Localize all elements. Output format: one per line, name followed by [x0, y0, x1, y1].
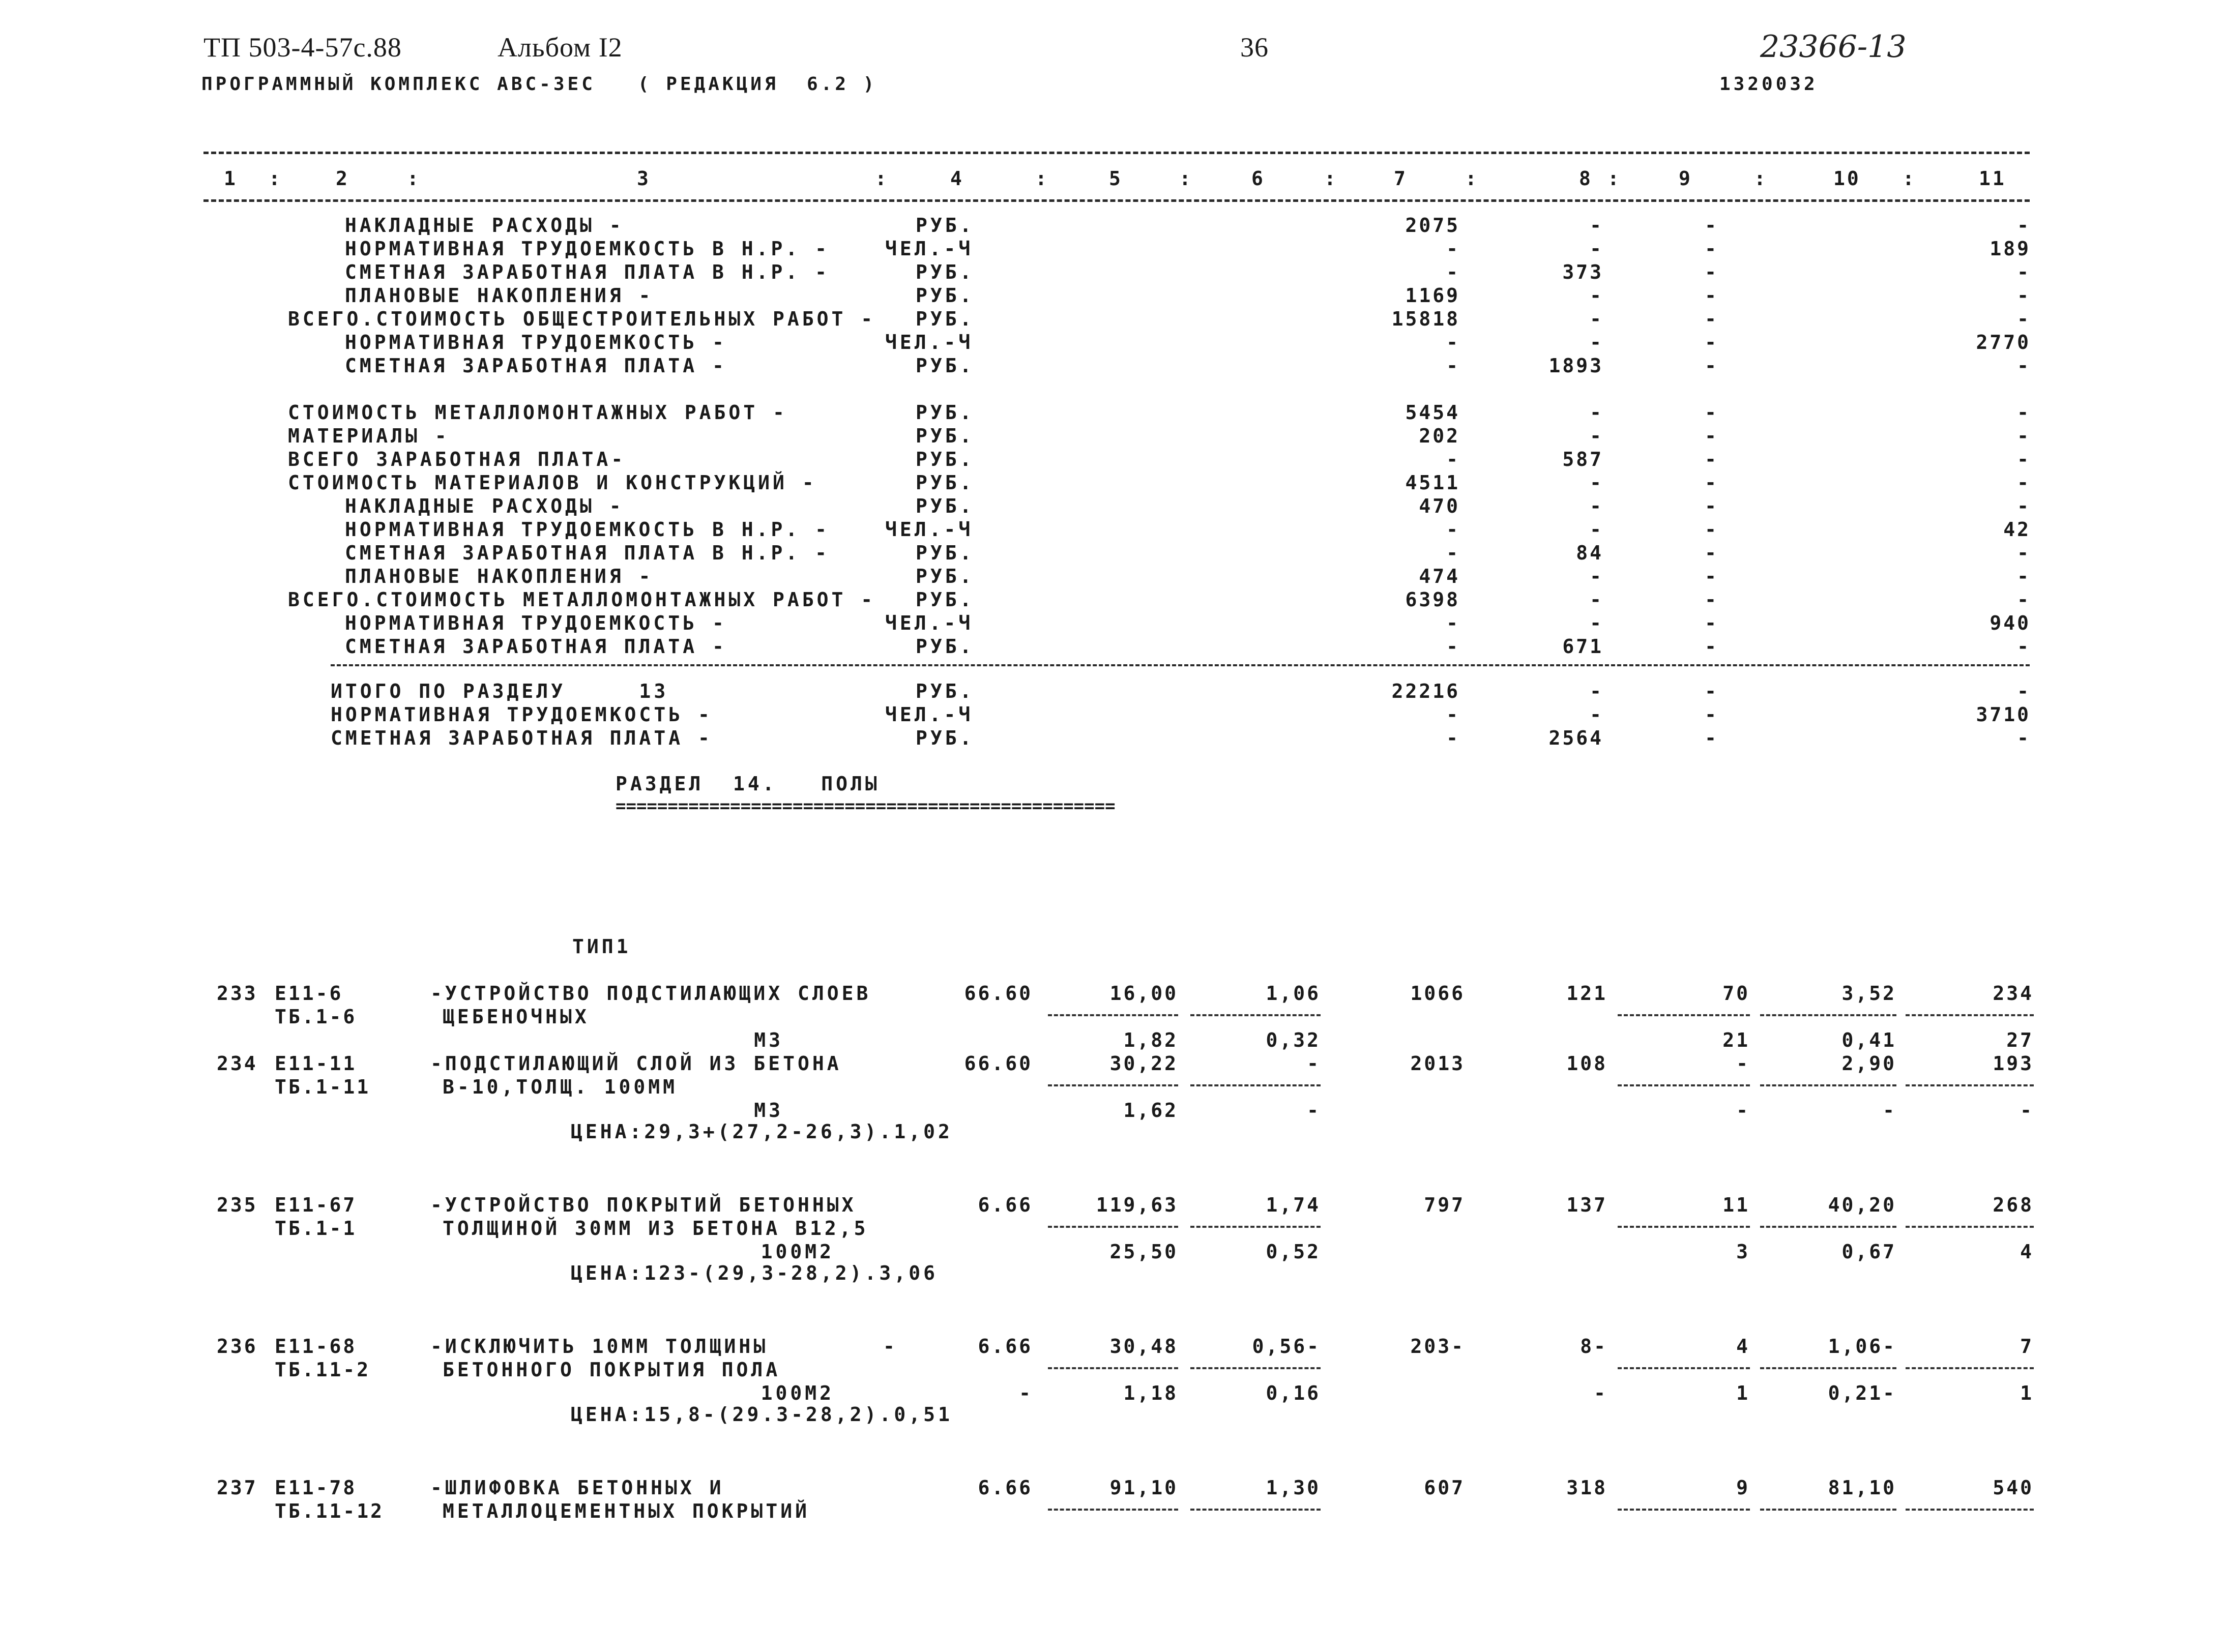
- summary-row-c9: -: [1705, 261, 1718, 283]
- column-header-9: 9: [1679, 167, 1692, 190]
- summary-row-label: НАКЛАДНЫЕ РАСХОДЫ -: [345, 214, 624, 237]
- summary-row-c7: 5454: [1405, 401, 1460, 424]
- item-subtotal-rule: [1906, 1226, 2034, 1228]
- code-number: 1320032: [1719, 74, 1818, 95]
- totals-row-c11: 3710: [1976, 703, 2031, 726]
- item-number: 237: [217, 1477, 258, 1499]
- summary-row-c8: 587: [1562, 448, 1603, 470]
- summary-row-c8: -: [1590, 495, 1603, 517]
- totals-row-c8: 2564: [1548, 727, 1603, 749]
- totals-row-unit: ЧЕЛ.-Ч: [885, 703, 974, 726]
- item-subtotal-rule: [1906, 1367, 2034, 1369]
- summary-row-c7: 15818: [1391, 308, 1460, 330]
- summary-row-c8: -: [1590, 518, 1603, 541]
- item-number: 235: [217, 1194, 258, 1216]
- item-c6: 0,56-: [1252, 1335, 1321, 1358]
- totals-row-c7: -: [1446, 703, 1460, 726]
- type-label: ТИП1: [572, 935, 631, 958]
- summary-row-c8: -: [1590, 471, 1603, 494]
- totals-row-unit: РУБ.: [916, 680, 975, 702]
- item-sub-c10: 0,67: [1841, 1241, 1896, 1263]
- item-c10: 3,52: [1841, 982, 1896, 1005]
- item-sub-c10: 0,41: [1841, 1029, 1896, 1051]
- summary-row-label: НОРМАТИВНАЯ ТРУДОЕМКОСТЬ -: [345, 612, 727, 634]
- item-c9: -: [1736, 1052, 1750, 1075]
- item-table-ref: ТБ.11-12: [275, 1500, 385, 1522]
- summary-row-c8: 84: [1576, 542, 1603, 564]
- table-top-rule: [203, 152, 2030, 154]
- summary-row-c11: -: [2017, 401, 2031, 424]
- summary-row-unit: РУБ.: [916, 495, 975, 517]
- column-header-8: 8: [1579, 167, 1593, 190]
- summary-row-c11: 2770: [1976, 331, 2031, 353]
- summary-row-label: СМЕТНАЯ ЗАРАБОТНАЯ ПЛАТА -: [345, 355, 727, 377]
- item-c11: 234: [1993, 982, 2034, 1005]
- column-separator: :: [269, 167, 282, 190]
- summary-row-c11: -: [2017, 542, 2031, 564]
- item-c5: 30,48: [1109, 1335, 1178, 1358]
- item-unit: 100М2: [760, 1382, 834, 1404]
- item-subtotal-rule: [1760, 1226, 1896, 1228]
- totals-row-c11: -: [2017, 680, 2031, 702]
- summary-row-c8: -: [1590, 331, 1603, 353]
- summary-row-c9: -: [1705, 495, 1718, 517]
- summary-row-unit: РУБ.: [916, 284, 975, 307]
- totals-row-c9: -: [1705, 727, 1718, 749]
- totals-row-c7: -: [1446, 727, 1460, 749]
- column-separator: :: [1324, 167, 1338, 190]
- item-c11: 7: [2020, 1335, 2034, 1358]
- summary-row-c11: -: [2017, 495, 2031, 517]
- totals-row-c8: -: [1590, 680, 1603, 702]
- section-underline: ================================================: [616, 796, 1116, 816]
- summary-row-c8: -: [1590, 238, 1603, 260]
- item-c10: 40,20: [1828, 1194, 1896, 1216]
- item-sub-c11: -: [2020, 1099, 2034, 1122]
- summary-row-c8: 1893: [1548, 355, 1603, 377]
- item-c4: 6.66: [978, 1477, 1033, 1499]
- summary-row-c11: -: [2017, 471, 2031, 494]
- item-subtotal-rule: [1760, 1084, 1896, 1086]
- summary-row-c11: -: [2017, 425, 2031, 447]
- item-subtotal-rule: [1190, 1226, 1321, 1228]
- summary-row-c7: -: [1446, 355, 1460, 377]
- table-header-bottom-rule: [203, 199, 2030, 202]
- item-subtotal-rule: [1760, 1367, 1896, 1369]
- summary-row-c7: -: [1446, 261, 1460, 283]
- summary-row-c8: -: [1590, 425, 1603, 447]
- totals-row-label: СМЕТНАЯ ЗАРАБОТНАЯ ПЛАТА -: [331, 727, 713, 749]
- totals-row-c8: -: [1590, 703, 1603, 726]
- item-sub-c9: 1: [1736, 1382, 1750, 1404]
- summary-row-label: НАКЛАДНЫЕ РАСХОДЫ -: [345, 495, 624, 517]
- summary-row-c9: -: [1705, 308, 1718, 330]
- summary-row-label: МАТЕРИАЛЫ -: [288, 425, 450, 447]
- item-subtotal-rule: [1190, 1014, 1321, 1016]
- item-number: 234: [217, 1052, 258, 1075]
- section-title: РАЗДЕЛ 14. ПОЛЫ: [616, 773, 880, 795]
- item-sub-c6: 0,16: [1266, 1382, 1321, 1404]
- item-c5: 119,63: [1096, 1194, 1178, 1216]
- item-c7: 203-: [1410, 1335, 1465, 1358]
- item-unit: 100М2: [760, 1241, 834, 1263]
- item-subtotal-rule: [1618, 1014, 1750, 1016]
- item-c4: 6.66: [978, 1335, 1033, 1358]
- item-code: Е11-6: [275, 982, 343, 1005]
- summary-row-unit: РУБ.: [916, 401, 975, 424]
- item-subtotal-rule: [1048, 1084, 1178, 1086]
- column-header-7: 7: [1394, 167, 1408, 190]
- summary-row-c9: -: [1705, 588, 1718, 611]
- item-subtotal-rule: [1190, 1367, 1321, 1369]
- item-description-cont: В-10,ТОЛЩ. 100ММ: [443, 1076, 678, 1098]
- item-unit: М3: [754, 1099, 783, 1122]
- summary-row-c11: 42: [2003, 518, 2031, 541]
- item-sub-c9: 3: [1736, 1241, 1750, 1263]
- summary-row-c9: -: [1705, 355, 1718, 377]
- summary-row-c8: -: [1590, 612, 1603, 634]
- summary-row-unit: РУБ.: [916, 588, 975, 611]
- item-number: 236: [217, 1335, 258, 1358]
- item-sub-c9: 21: [1722, 1029, 1750, 1051]
- item-subtotal-rule: [1906, 1084, 2034, 1086]
- column-separator: :: [407, 167, 421, 190]
- summary-row-c7: -: [1446, 612, 1460, 634]
- item-subtotal-rule: [1048, 1509, 1178, 1511]
- summary-row-c8: -: [1590, 588, 1603, 611]
- totals-rule: [331, 664, 2030, 666]
- summary-row-c11: -: [2017, 355, 2031, 377]
- item-code: Е11-78: [275, 1477, 357, 1499]
- column-header-1: 1: [224, 167, 238, 190]
- summary-row-c9: -: [1705, 565, 1718, 587]
- summary-row-unit: РУБ.: [916, 355, 975, 377]
- item-c8: 108: [1566, 1052, 1607, 1075]
- summary-row-c8: -: [1590, 284, 1603, 307]
- item-c4: 6.66: [978, 1194, 1033, 1216]
- summary-row-unit: РУБ.: [916, 565, 975, 587]
- item-code: Е11-68: [275, 1335, 357, 1358]
- item-c7: 797: [1424, 1194, 1465, 1216]
- item-description-cont: ЩЕБЕНОЧНЫХ: [443, 1006, 590, 1028]
- item-subtotal-rule: [1618, 1509, 1750, 1511]
- summary-row-c7: 6398: [1405, 588, 1460, 611]
- summary-row-c11: -: [2017, 588, 2031, 611]
- item-sub-c5: 1,18: [1123, 1382, 1178, 1404]
- summary-row-label: ВСЕГО.СТОИМОСТЬ МЕТАЛЛОМОНТАЖНЫХ РАБОТ -: [288, 588, 876, 611]
- item-c11: 193: [1993, 1052, 2034, 1075]
- item-sub-c4: -: [1019, 1382, 1033, 1404]
- item-subtotal-rule: [1048, 1367, 1178, 1369]
- item-subtotal-rule: [1760, 1014, 1896, 1016]
- item-table-ref: ТБ.1-11: [275, 1076, 371, 1098]
- item-c8: 137: [1566, 1194, 1607, 1216]
- summary-row-unit: РУБ.: [916, 425, 975, 447]
- item-c7: 607: [1424, 1477, 1465, 1499]
- summary-row-c11: -: [2017, 214, 2031, 237]
- summary-row-c7: 1169: [1405, 284, 1460, 307]
- summary-row-c9: -: [1705, 635, 1718, 658]
- summary-row-c7: -: [1446, 518, 1460, 541]
- item-c9: 4: [1736, 1335, 1750, 1358]
- summary-row-c11: 940: [1990, 612, 2031, 634]
- summary-row-label: ВСЕГО.СТОИМОСТЬ ОБЩЕСТРОИТЕЛЬНЫХ РАБОТ -: [288, 308, 876, 330]
- item-c7: 1066: [1410, 982, 1465, 1005]
- item-c5: 91,10: [1109, 1477, 1178, 1499]
- summary-row-unit: РУБ.: [916, 471, 975, 494]
- summary-row-c9: -: [1705, 425, 1718, 447]
- item-c10: 81,10: [1828, 1477, 1896, 1499]
- summary-row-label: ПЛАНОВЫЕ НАКОПЛЕНИЯ -: [345, 284, 654, 307]
- item-description-cont: ТОЛЩИНОЙ 30ММ ИЗ БЕТОНА В12,5: [443, 1217, 869, 1240]
- item-subtotal-rule: [1906, 1014, 2034, 1016]
- summary-row-c8: -: [1590, 214, 1603, 237]
- totals-row-c9: -: [1705, 680, 1718, 702]
- totals-row-label: ИТОГО ПО РАЗДЕЛУ 13: [331, 680, 669, 702]
- summary-row-c7: 2075: [1405, 214, 1460, 237]
- summary-row-c7: 202: [1419, 425, 1460, 447]
- item-c5: 30,22: [1109, 1052, 1178, 1075]
- summary-row-c11: 189: [1990, 238, 2031, 260]
- item-c11: 268: [1993, 1194, 2034, 1216]
- item-table-ref: ТБ.1-6: [275, 1006, 357, 1028]
- item-c8: 8-: [1580, 1335, 1607, 1358]
- summary-row-c9: -: [1705, 331, 1718, 353]
- item-subtotal-rule: [1618, 1226, 1750, 1228]
- item-sub-c11: 1: [2020, 1382, 2034, 1404]
- item-c7: 2013: [1410, 1052, 1465, 1075]
- summary-row-label: НОРМАТИВНАЯ ТРУДОЕМКОСТЬ В Н.Р. -: [345, 518, 830, 541]
- summary-row-c9: -: [1705, 542, 1718, 564]
- summary-row-c9: -: [1705, 238, 1718, 260]
- summary-row-unit: РУБ.: [916, 542, 975, 564]
- totals-row-c11: -: [2017, 727, 2031, 749]
- summary-row-c9: -: [1705, 612, 1718, 634]
- album-label: Альбом I2: [498, 32, 623, 63]
- column-header-6: 6: [1251, 167, 1265, 190]
- column-separator: :: [1607, 167, 1621, 190]
- column-separator: :: [1903, 167, 1916, 190]
- item-unit: М3: [754, 1029, 783, 1051]
- column-separator: :: [875, 167, 889, 190]
- item-subtotal-rule: [1190, 1509, 1321, 1511]
- summary-row-c8: -: [1590, 308, 1603, 330]
- summary-row-c11: -: [2017, 448, 2031, 470]
- summary-row-label: ПЛАНОВЫЕ НАКОПЛЕНИЯ -: [345, 565, 654, 587]
- item-c6: 1,06: [1266, 982, 1321, 1005]
- column-separator: :: [1035, 167, 1049, 190]
- summary-row-unit: РУБ.: [916, 214, 975, 237]
- totals-row-c7: 22216: [1391, 680, 1460, 702]
- column-header-2: 2: [336, 167, 349, 190]
- item-sub-c10: 0,21-: [1828, 1382, 1896, 1404]
- item-sub-c5: 1,62: [1123, 1099, 1178, 1122]
- column-header-5: 5: [1109, 167, 1123, 190]
- item-sub-c10: -: [1883, 1099, 1896, 1122]
- summary-row-unit: РУБ.: [916, 448, 975, 470]
- summary-row-c8: -: [1590, 401, 1603, 424]
- item-price-formula: ЦЕНА:123-(29,3-28,2).3,06: [571, 1262, 938, 1284]
- summary-row-c11: -: [2017, 284, 2031, 307]
- item-c6: 1,30: [1266, 1477, 1321, 1499]
- summary-row-c7: 474: [1419, 565, 1460, 587]
- item-c9: 70: [1722, 982, 1750, 1005]
- item-subtotal-rule: [1760, 1509, 1896, 1511]
- item-c10: 1,06-: [1828, 1335, 1896, 1358]
- doc-code: ТП 503-4-57с.88: [203, 32, 402, 63]
- item-c9: 9: [1736, 1477, 1750, 1499]
- item-c11: 540: [1993, 1477, 2034, 1499]
- column-separator: :: [1465, 167, 1479, 190]
- column-header-4: 4: [950, 167, 964, 190]
- page-number: 36: [1240, 32, 1269, 63]
- item-c9: 11: [1722, 1194, 1750, 1216]
- summary-row-c7: -: [1446, 635, 1460, 658]
- item-description-mark: -: [883, 1335, 898, 1358]
- item-number: 233: [217, 982, 258, 1005]
- column-header-3: 3: [637, 167, 651, 190]
- item-subtotal-rule: [1190, 1084, 1321, 1086]
- totals-row-label: НОРМАТИВНАЯ ТРУДОЕМКОСТЬ -: [331, 703, 713, 726]
- summary-row-label: СМЕТНАЯ ЗАРАБОТНАЯ ПЛАТА В Н.Р. -: [345, 542, 830, 564]
- column-separator: :: [1754, 167, 1768, 190]
- summary-row-label: СТОИМОСТЬ МЕТАЛЛОМОНТАЖНЫХ РАБОТ -: [288, 401, 787, 424]
- summary-row-c9: -: [1705, 214, 1718, 237]
- program-line: ПРОГРАММНЫЙ КОМПЛЕКС АВС-3ЕС ( РЕДАКЦИЯ 6.2 ): [201, 74, 877, 95]
- summary-row-c9: -: [1705, 401, 1718, 424]
- summary-row-c7: 470: [1419, 495, 1460, 517]
- item-price-formula: ЦЕНА:29,3+(27,2-26,3).1,02: [571, 1120, 953, 1143]
- summary-row-c11: -: [2017, 308, 2031, 330]
- item-description: -ПОДСТИЛАЮЩИЙ СЛОЙ ИЗ БЕТОНА: [430, 1052, 842, 1075]
- column-header-11: 11: [1979, 167, 2006, 190]
- summary-row-label: НОРМАТИВНАЯ ТРУДОЕМКОСТЬ -: [345, 331, 727, 353]
- summary-row-label: СМЕТНАЯ ЗАРАБОТНАЯ ПЛАТА В Н.Р. -: [345, 261, 830, 283]
- item-description-cont: БЕТОННОГО ПОКРЫТИЯ ПОЛА: [443, 1359, 781, 1381]
- item-sub-c11: 4: [2020, 1241, 2034, 1263]
- item-sub-c6: 0,32: [1266, 1029, 1321, 1051]
- column-header-10: 10: [1833, 167, 1861, 190]
- item-sub-c5: 1,82: [1123, 1029, 1178, 1051]
- summary-row-unit: ЧЕЛ.-Ч: [885, 331, 974, 353]
- item-c8: 318: [1566, 1477, 1607, 1499]
- summary-row-c8: 671: [1562, 635, 1603, 658]
- summary-row-c9: -: [1705, 471, 1718, 494]
- column-separator: :: [1179, 167, 1193, 190]
- item-c4: 66.60: [964, 1052, 1033, 1075]
- summary-row-unit: ЧЕЛ.-Ч: [885, 612, 974, 634]
- summary-row-c11: -: [2017, 565, 2031, 587]
- summary-row-c8: -: [1590, 565, 1603, 587]
- item-subtotal-rule: [1906, 1509, 2034, 1511]
- item-sub-c8: -: [1594, 1382, 1607, 1404]
- item-description: -ИСКЛЮЧИТЬ 10ММ ТОЛЩИНЫ: [430, 1335, 769, 1358]
- handwritten-number: 23366-13: [1760, 29, 1907, 65]
- summary-row-label: НОРМАТИВНАЯ ТРУДОЕМКОСТЬ В Н.Р. -: [345, 238, 830, 260]
- summary-row-unit: ЧЕЛ.-Ч: [885, 238, 974, 260]
- summary-row-c11: -: [2017, 261, 2031, 283]
- item-c5: 16,00: [1109, 982, 1178, 1005]
- summary-row-unit: РУБ.: [916, 635, 975, 658]
- item-table-ref: ТБ.1-1: [275, 1217, 357, 1240]
- item-subtotal-rule: [1048, 1014, 1178, 1016]
- summary-row-label: ВСЕГО ЗАРАБОТНАЯ ПЛАТА-: [288, 448, 626, 470]
- item-description: -УСТРОЙСТВО ПОКРЫТИЙ БЕТОННЫХ: [430, 1194, 857, 1216]
- item-price-formula: ЦЕНА:15,8-(29.3-28,2).0,51: [571, 1403, 953, 1426]
- item-c6: 1,74: [1266, 1194, 1321, 1216]
- summary-row-c9: -: [1705, 518, 1718, 541]
- item-table-ref: ТБ.11-2: [275, 1359, 371, 1381]
- summary-row-c9: -: [1705, 284, 1718, 307]
- item-c6: -: [1307, 1052, 1321, 1075]
- item-subtotal-rule: [1048, 1226, 1178, 1228]
- summary-row-unit: РУБ.: [916, 308, 975, 330]
- totals-row-c9: -: [1705, 703, 1718, 726]
- item-sub-c5: 25,50: [1109, 1241, 1178, 1263]
- item-c8: 121: [1566, 982, 1607, 1005]
- item-subtotal-rule: [1618, 1367, 1750, 1369]
- summary-row-c7: -: [1446, 238, 1460, 260]
- summary-row-label: СТОИМОСТЬ МАТЕРИАЛОВ И КОНСТРУКЦИЙ -: [288, 471, 817, 494]
- summary-row-unit: ЧЕЛ.-Ч: [885, 518, 974, 541]
- item-code: Е11-11: [275, 1052, 357, 1075]
- summary-row-c8: 373: [1562, 261, 1603, 283]
- summary-row-c9: -: [1705, 448, 1718, 470]
- item-sub-c9: -: [1736, 1099, 1750, 1122]
- item-sub-c6: -: [1307, 1099, 1321, 1122]
- item-subtotal-rule: [1618, 1084, 1750, 1086]
- item-description: -УСТРОЙСТВО ПОДСТИЛАЮЩИХ СЛОЕВ: [430, 982, 871, 1005]
- item-c4: 66.60: [964, 982, 1033, 1005]
- summary-row-c11: -: [2017, 635, 2031, 658]
- summary-row-c7: -: [1446, 448, 1460, 470]
- item-c10: 2,90: [1841, 1052, 1896, 1075]
- item-sub-c11: 27: [2006, 1029, 2034, 1051]
- item-description-cont: МЕТАЛЛОЦЕМЕНТНЫХ ПОКРЫТИЙ: [443, 1500, 810, 1522]
- summary-row-c7: -: [1446, 542, 1460, 564]
- summary-row-c7: 4511: [1405, 471, 1460, 494]
- summary-row-c7: -: [1446, 331, 1460, 353]
- item-code: Е11-67: [275, 1194, 357, 1216]
- item-sub-c6: 0,52: [1266, 1241, 1321, 1263]
- summary-row-unit: РУБ.: [916, 261, 975, 283]
- summary-row-label: СМЕТНАЯ ЗАРАБОТНАЯ ПЛАТА -: [345, 635, 727, 658]
- totals-row-unit: РУБ.: [916, 727, 975, 749]
- item-description: -ШЛИФОВКА БЕТОННЫХ И: [430, 1477, 724, 1499]
